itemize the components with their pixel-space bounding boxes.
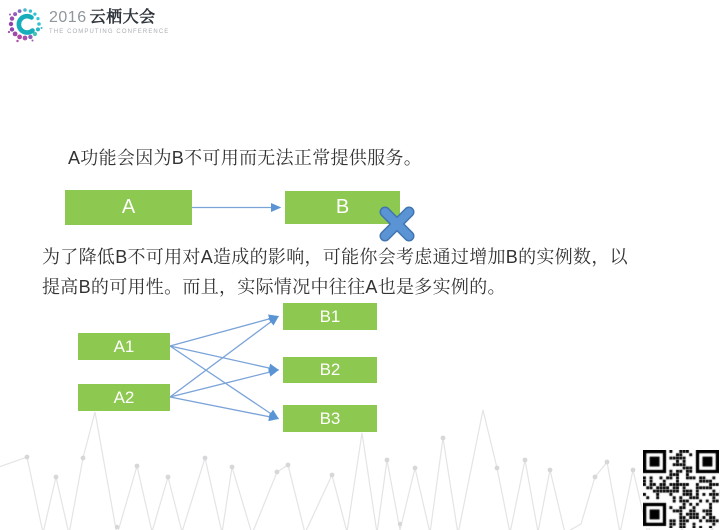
statement-text: A功能会因为B不可用而无法正常提供服务。 [68, 148, 423, 168]
node-a-box: A [65, 190, 192, 225]
arrow-a1-to-b1 [170, 317, 278, 347]
arrow-a2-to-b1 [170, 317, 278, 398]
zigzag-dots [25, 436, 700, 530]
node-b3-box: B3 [283, 405, 377, 432]
node-a1-box: A1 [78, 333, 170, 360]
paragraph-line-1: 为了降低B不可用对A造成的影响，可能你会考虑通过增加B的实例数，以 [42, 247, 628, 267]
node-b-box: B [285, 191, 400, 224]
cloud-conference-logo-icon [8, 3, 44, 45]
arrow-a1-to-b2 [170, 346, 278, 370]
qr-code [643, 450, 719, 528]
node-b1-box: B1 [283, 303, 377, 330]
arrow-a1-to-b3 [170, 346, 278, 419]
node-a2-box: A2 [78, 384, 170, 411]
explanation-paragraph [42, 242, 628, 302]
node-b2-box: B2 [283, 357, 377, 383]
logo-tagline: THE COMPUTING CONFERENCE [49, 29, 170, 35]
arrow-a2-to-b2 [170, 370, 278, 397]
paragraph-line-2: 提高B的可用性。而且，实际情况中往往A也是多实例的。 [42, 277, 506, 297]
conference-logo [8, 3, 169, 45]
logo-year: 2016 [49, 9, 87, 26]
arrow-a2-to-b3 [170, 397, 278, 419]
logo-brand: 云栖大会 [89, 9, 156, 26]
